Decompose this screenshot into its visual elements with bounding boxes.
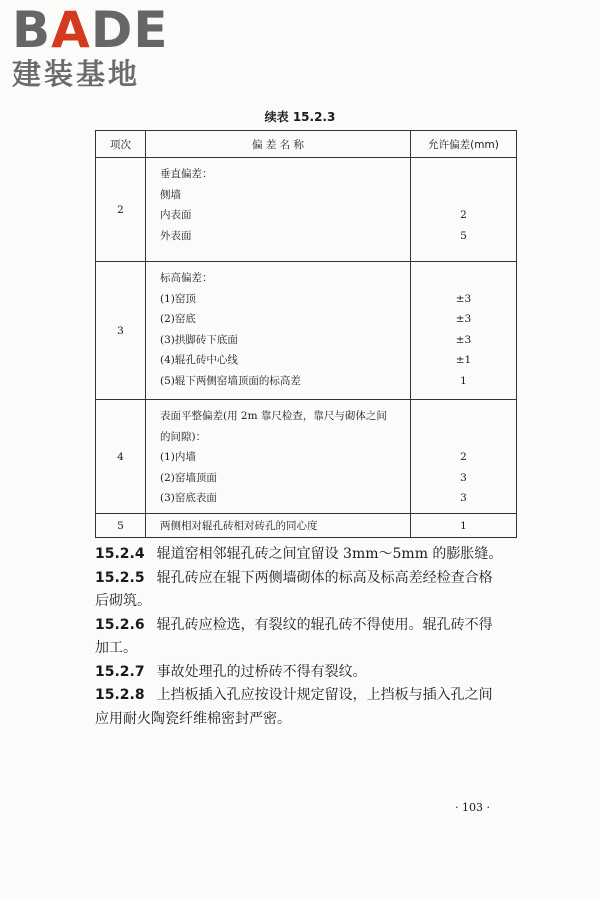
clause-line bbox=[95, 567, 525, 591]
desc-line: (1)内墙 bbox=[160, 451, 196, 463]
clause-number: 15.2.7 bbox=[95, 663, 145, 680]
row-values bbox=[411, 158, 517, 262]
clause-text: 辊道窑相邻辊孔砖之间宜留设 3mm～5mm 的膨胀缝。 bbox=[156, 546, 503, 562]
row-description bbox=[146, 158, 411, 262]
clause-list bbox=[95, 543, 525, 731]
logo-brand bbox=[12, 1, 182, 59]
logo-brand-de: DE bbox=[90, 1, 169, 59]
header-deviation-name: 偏 差 名 称 bbox=[146, 131, 411, 158]
clause-line bbox=[95, 614, 525, 638]
clause-line: 后砌筑。 bbox=[95, 593, 151, 609]
clause-line bbox=[95, 661, 525, 685]
value-line: 3 bbox=[460, 492, 467, 504]
row-number: 5 bbox=[96, 514, 146, 538]
table-header-row bbox=[96, 131, 517, 158]
clause-line: 加工。 bbox=[95, 640, 137, 656]
value-line bbox=[412, 268, 515, 289]
row-description bbox=[146, 400, 411, 514]
value-line: 5 bbox=[460, 229, 467, 242]
value-line: 2 bbox=[460, 209, 467, 221]
value-line: ±3 bbox=[455, 313, 472, 325]
logo-subtitle: 建装基地 bbox=[12, 57, 141, 91]
desc-line: (1)窑顶 bbox=[160, 292, 196, 305]
bade-logo bbox=[12, 1, 182, 91]
desc-line: 侧墙 bbox=[160, 188, 181, 201]
row-description: 两侧相对辊孔砖相对砖孔的同心度 bbox=[146, 514, 411, 538]
value-line: 3 bbox=[460, 471, 467, 484]
clause-line: 应用耐火陶瓷纤维棉密封严密。 bbox=[95, 710, 291, 727]
clause-text: 事故处理孔的过桥砖不得有裂纹。 bbox=[156, 663, 367, 680]
clause-text: 辊孔砖应在辊下两侧墙砌体的标高及标高差经检查合格 bbox=[156, 569, 493, 586]
clause-text: 上挡板插入孔应按设计规定留设，上挡板与插入孔之间 bbox=[156, 687, 493, 703]
clause-15-2-6 bbox=[95, 614, 525, 661]
row-number: 4 bbox=[96, 400, 146, 514]
value-line: ±1 bbox=[455, 354, 472, 366]
row-description bbox=[146, 262, 411, 400]
header-item-no: 项次 bbox=[96, 131, 146, 158]
value-line: 1 bbox=[460, 374, 467, 387]
desc-line: (4)辊孔砖中心线 bbox=[160, 354, 238, 366]
value-line: ±3 bbox=[455, 333, 472, 346]
desc-line: 标高偏差： bbox=[160, 272, 213, 284]
value-line bbox=[412, 427, 515, 448]
desc-line: 表面平整偏差(用 2m 靠尺检查，靠尺与砌体之间 bbox=[160, 410, 387, 422]
row-value: 1 bbox=[411, 514, 517, 538]
value-line bbox=[412, 406, 515, 427]
desc-line: 的间隙)： bbox=[160, 430, 207, 443]
clause-text: 辊孔砖应检选，有裂纹的辊孔砖不得使用。辊孔砖不得 bbox=[156, 616, 493, 633]
desc-line: (5)辊下两侧窑墙顶面的标高差 bbox=[160, 374, 301, 387]
clause-number: 15.2.5 bbox=[95, 569, 145, 586]
value-line: 2 bbox=[460, 451, 467, 463]
clause-line bbox=[95, 543, 525, 567]
desc-line: 外表面 bbox=[160, 229, 192, 242]
desc-line: (2)窑墙顶面 bbox=[160, 471, 217, 484]
value-line: ±3 bbox=[455, 292, 472, 305]
clause-number: 15.2.4 bbox=[95, 546, 145, 562]
clause-15-2-5 bbox=[95, 567, 525, 614]
table-row bbox=[96, 158, 517, 262]
table-row bbox=[96, 514, 517, 538]
desc-line: 内表面 bbox=[160, 209, 192, 221]
table-caption: 续表 15.2.3 bbox=[264, 110, 336, 124]
header-allowed-deviation: 允许偏差(mm) bbox=[411, 131, 517, 158]
table-row bbox=[96, 262, 517, 400]
table-row bbox=[96, 400, 517, 514]
row-values bbox=[411, 400, 517, 514]
logo-brand-b: B bbox=[12, 1, 52, 59]
logo-brand-a: A bbox=[51, 1, 91, 59]
value-line bbox=[412, 185, 515, 206]
row-values bbox=[411, 262, 517, 400]
tolerance-table bbox=[95, 130, 517, 538]
clause-15-2-4 bbox=[95, 543, 525, 567]
desc-line: (3)窑底表面 bbox=[160, 492, 217, 504]
desc-line: 垂直偏差： bbox=[160, 168, 213, 180]
clause-line bbox=[95, 684, 525, 708]
desc-line: (3)拱脚砖下底面 bbox=[160, 333, 238, 346]
clause-number: 15.2.8 bbox=[95, 687, 145, 703]
value-line bbox=[412, 164, 515, 185]
desc-line: (2)窑底 bbox=[160, 313, 196, 325]
clause-15-2-8 bbox=[95, 684, 525, 731]
clause-15-2-7 bbox=[95, 661, 525, 685]
page-number: · 103 · bbox=[455, 801, 490, 814]
clause-number: 15.2.6 bbox=[95, 616, 145, 633]
row-number: 3 bbox=[96, 262, 146, 400]
row-number: 2 bbox=[96, 158, 146, 262]
